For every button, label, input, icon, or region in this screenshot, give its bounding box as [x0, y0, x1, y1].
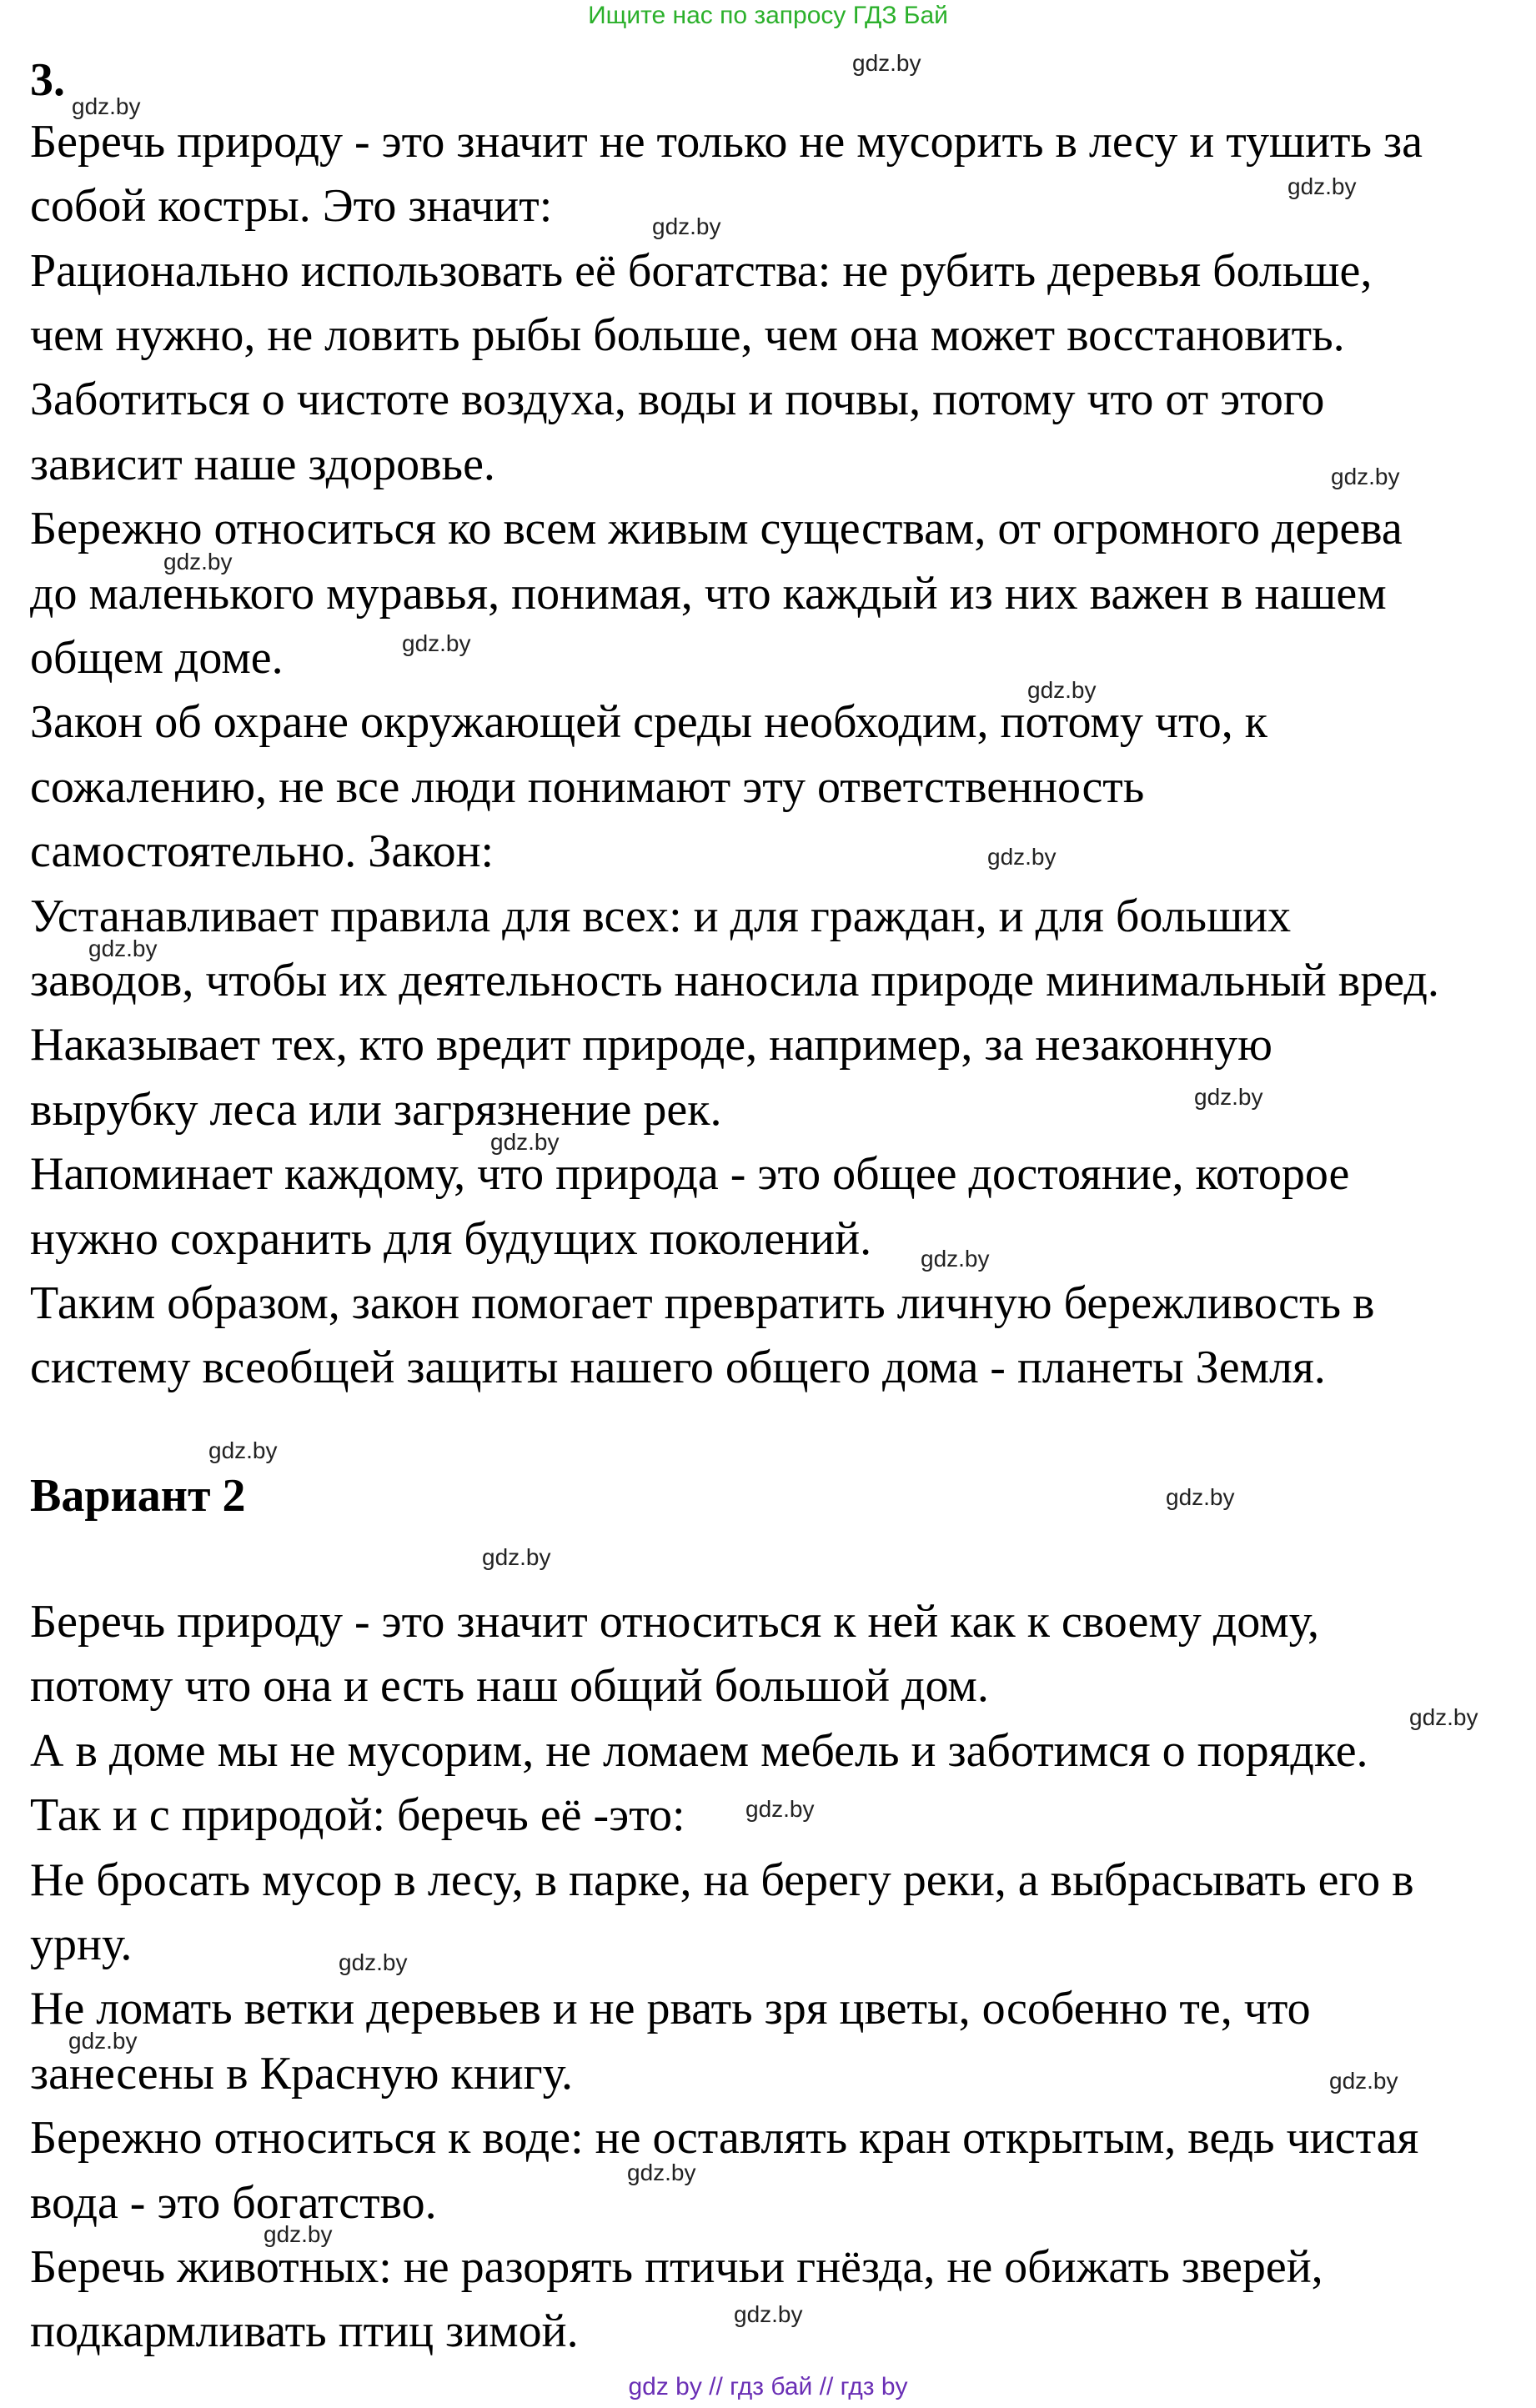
text-line: до маленького муравья, понимая, что каждый из них важен в нашем: [30, 568, 1387, 620]
footer-links[interactable]: gdz by // гдз бай // гдз by: [628, 2373, 908, 2400]
watermark: gdz.by: [1331, 464, 1400, 489]
watermark: gdz.by: [490, 1129, 560, 1155]
watermark: gdz.by: [1027, 677, 1097, 703]
top-banner: Ищите нас по запросу ГДЗ Бай: [588, 2, 948, 29]
text-line: потому что она и есть наш общий большой дом.: [30, 1660, 989, 1712]
text-line: вода - это богатство.: [30, 2177, 437, 2229]
text-line: Напоминает каждому, что природа - это общее достояние, которое: [30, 1148, 1350, 1200]
watermark: gdz.by: [921, 1246, 990, 1272]
text-line: Не бросать мусор в лесу, в парке, на берегу реки, а выбрасывать его в: [30, 1854, 1414, 1906]
text-line: урну.: [30, 1919, 133, 1970]
text-line: заводов, чтобы их деятельность наносила природе минимальный вред.: [30, 955, 1439, 1006]
text-line: Бережно относиться ко всем живым существам, от огромного дерева: [30, 503, 1403, 554]
watermark: gdz.by: [72, 93, 141, 119]
watermark: gdz.by: [852, 50, 921, 76]
watermark: gdz.by: [1166, 1484, 1235, 1510]
watermark: gdz.by: [652, 213, 721, 239]
text-line: Не ломать ветки деревьев и не рвать зря цветы, особенно те, что: [30, 1983, 1311, 2034]
text-line: Беречь природу - это значит не только не мусорить в лесу и тушить за: [30, 116, 1423, 168]
text-line: Беречь природу - это значит относиться к ней как к своему дому,: [30, 1596, 1320, 1648]
text-line: общем доме.: [30, 632, 284, 684]
text-line: самостоятельно. Закон:: [30, 825, 494, 877]
text-line: Закон об охране окружающей среды необходим, потому что, к: [30, 696, 1267, 748]
task-number: 3.: [30, 54, 65, 106]
text-line: вырубку леса или загрязнение рек.: [30, 1084, 722, 1136]
watermark: gdz.by: [745, 1796, 815, 1822]
text-line: Устанавливает правила для всех: и для граждан, и для больших: [30, 890, 1292, 942]
watermark: gdz.by: [482, 1544, 551, 1570]
text-line: Рационально использовать её богатства: не рубить деревья больше,: [30, 245, 1373, 297]
watermark: gdz.by: [402, 630, 471, 656]
watermark: gdz.by: [627, 2160, 696, 2185]
text-line: Наказывает тех, кто вредит природе, например, за незаконную: [30, 1019, 1273, 1071]
watermark: gdz.by: [1288, 173, 1357, 199]
watermark: gdz.by: [264, 2221, 333, 2247]
text-line: Так и с природой: беречь её -это:: [30, 1789, 685, 1841]
text-line: А в доме мы не мусорим, не ломаем мебель и заботимся о порядке.: [30, 1725, 1368, 1777]
text-line: Беречь животных: не разорять птичьи гнёзда, не обижать зверей,: [30, 2241, 1323, 2293]
text-line: чем нужно, не ловить рыбы больше, чем она может восстановить.: [30, 309, 1345, 361]
text-line: Таким образом, закон помогает превратить личную бережливость в: [30, 1277, 1375, 1329]
watermark: gdz.by: [163, 549, 233, 574]
text-line: подкармливать птиц зимой.: [30, 2305, 579, 2357]
text-line: собой костры. Это значит:: [30, 180, 553, 232]
watermark: gdz.by: [987, 844, 1057, 870]
watermark: gdz.by: [1194, 1084, 1263, 1110]
watermark: gdz.by: [1409, 1704, 1478, 1730]
text-line: зависит наше здоровье.: [30, 439, 495, 490]
variant2-heading: Вариант 2: [30, 1470, 246, 1522]
watermark: gdz.by: [339, 1949, 408, 1975]
text-line: сожалению, не все люди понимают эту ответственность: [30, 761, 1145, 813]
text-line: нужно сохранить для будущих поколений.: [30, 1213, 872, 1265]
watermark: gdz.by: [88, 936, 158, 961]
text-line: занесены в Красную книгу.: [30, 2048, 573, 2099]
watermark: gdz.by: [68, 2028, 138, 2054]
watermark: gdz.by: [734, 2301, 803, 2327]
text-line: систему всеобщей защиты нашего общего дома - планеты Земля.: [30, 1342, 1326, 1393]
text-line: Бережно относиться к воде: не оставлять кран открытым, ведь чистая: [30, 2112, 1419, 2164]
text-line: Заботиться о чистоте воздуха, воды и почвы, потому что от этого: [30, 374, 1325, 425]
watermark: gdz.by: [1329, 2068, 1398, 2094]
watermark: gdz.by: [208, 1437, 278, 1463]
